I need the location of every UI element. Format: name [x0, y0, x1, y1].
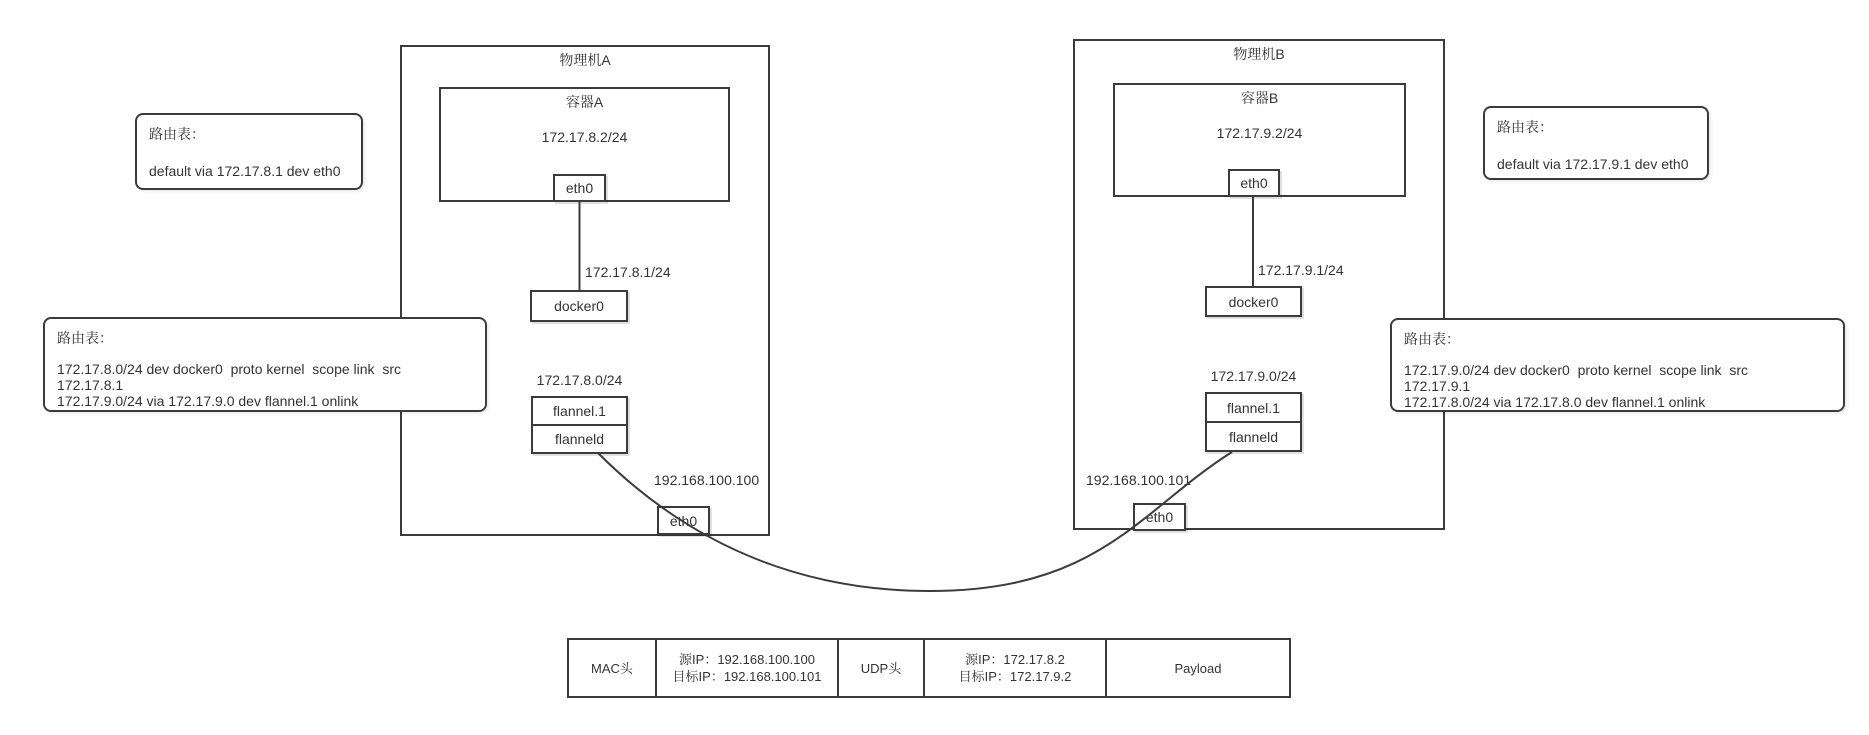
route-entry: 172.17.8.0/24 via 172.17.8.0 dev flannel.1 onlink	[1404, 394, 1706, 410]
flannel-b-vtep: flannel.1	[1227, 399, 1280, 416]
route-table-title: 路由表：	[57, 330, 113, 346]
route-entry: 172.17.9.1	[1404, 378, 1471, 394]
packet-mac-header-label: MAC头	[591, 660, 633, 676]
machine-b-title: 物理机B	[1233, 46, 1285, 62]
flannel-b-subnet-label: 172.17.9.0/24	[1210, 368, 1297, 384]
route-table-container-a	[135, 113, 363, 190]
route-table-host-b	[1390, 318, 1845, 412]
host-b-ip-label: 192.168.100.101	[1086, 472, 1192, 488]
flannel-a	[531, 396, 628, 454]
route-entry: default via 172.17.9.1 dev eth0	[1497, 156, 1689, 172]
host-b-eth0-label: eth0	[1145, 509, 1174, 525]
container-b-eth0	[1228, 169, 1280, 197]
packet-inner-src-ip: 源IP：172.17.8.2	[965, 652, 1065, 667]
packet-payload-label: Payload	[1174, 660, 1222, 676]
container-a-title: 容器A	[565, 94, 604, 110]
packet-outer-src-ip: 源IP：192.168.100.100	[679, 652, 815, 667]
flannel-a-vtep: flannel.1	[553, 403, 606, 419]
packet-udp-header	[837, 640, 923, 696]
docker0-a-label: docker0	[554, 298, 604, 314]
host-a-eth0	[657, 506, 710, 535]
container-b-eth0-label: eth0	[1240, 175, 1268, 191]
route-entry: 172.17.8.0/24 dev docker0 proto kernel scope link src	[57, 361, 401, 377]
host-a-eth0-label: eth0	[669, 512, 698, 529]
route-table-host-a	[43, 317, 487, 412]
route-entry: 172.17.9.0/24 dev docker0 proto kernel scope link src	[1404, 362, 1748, 378]
packet-payload	[1105, 640, 1289, 696]
flannel-b	[1205, 392, 1302, 452]
packet-udp-header-label: UDP头	[860, 660, 902, 676]
packet-outer-dst-ip: 目标IP：192.168.100.101	[672, 669, 822, 684]
route-table-title: 路由表：	[149, 126, 205, 142]
packet-mac-header	[569, 640, 655, 696]
packet-inner-ip	[923, 640, 1105, 696]
container-b-ip: 172.17.9.2/24	[1216, 125, 1303, 141]
route-entry: 172.17.8.1	[57, 377, 124, 393]
route-table-container-b	[1483, 106, 1709, 180]
machine-a-title: 物理机A	[559, 52, 611, 68]
route-entry: 172.17.9.0/24 via 172.17.9.0 dev flannel.1 onlink	[57, 393, 359, 409]
host-b-eth0	[1133, 503, 1186, 531]
container-a-eth0-label: eth0	[565, 180, 594, 196]
packet-inner-dst-ip: 目标IP：172.17.9.2	[958, 669, 1072, 684]
flannel-a-daemon: flanneld	[533, 424, 626, 452]
flannel-b-daemon: flanneld	[1207, 421, 1300, 450]
route-table-title: 路由表：	[1497, 119, 1553, 135]
container-b-title: 容器B	[1240, 90, 1279, 106]
packet-outer-ip	[655, 640, 837, 696]
docker0-b-label: docker0	[1228, 293, 1279, 310]
docker0-b-ip-label: 172.17.9.1/24	[1258, 262, 1344, 278]
docker0-b	[1205, 286, 1302, 317]
host-a-ip-label: 192.168.100.100	[654, 472, 760, 488]
packet-structure	[567, 638, 1291, 698]
route-table-title: 路由表：	[1404, 331, 1460, 347]
docker0-a-ip-label: 172.17.8.1/24	[585, 264, 671, 280]
container-a-eth0	[553, 174, 606, 202]
route-entry: default via 172.17.8.1 dev eth0	[149, 163, 341, 179]
docker0-a	[530, 290, 628, 322]
flannel-a-subnet-label: 172.17.8.0/24	[536, 372, 623, 388]
container-a-ip: 172.17.8.2/24	[541, 129, 628, 145]
